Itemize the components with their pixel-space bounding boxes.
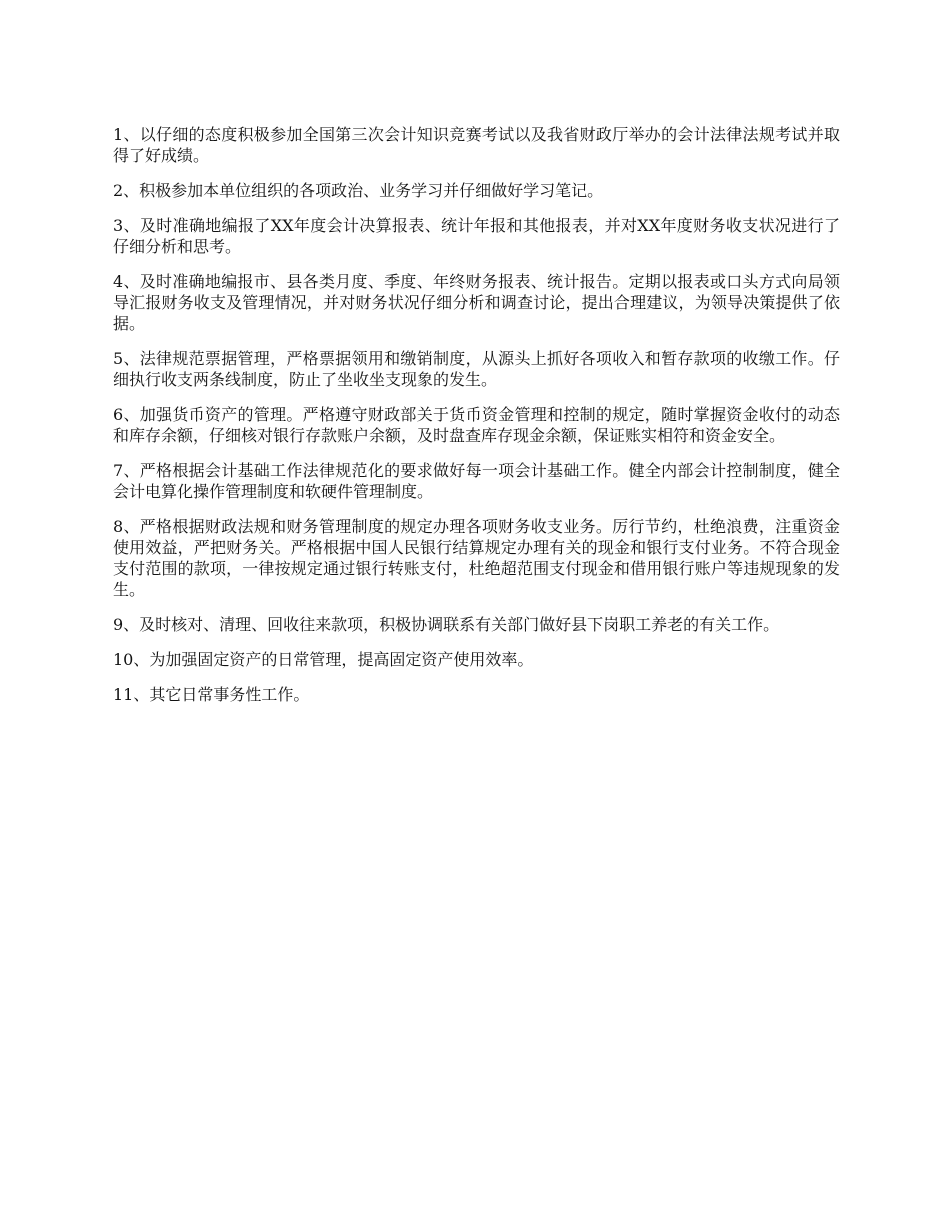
list-item: 9、及时核对、清理、回收往来款项，积极协调联系有关部门做好县下岗职工养老的有关工作。	[113, 615, 780, 634]
list-item: 8、严格根据财政法规和财务管理制度的规定办理各项财务收支业务。厉行节约，杜绝浪费，注重资金使用效益，严把财务关。严格根据中国人民银行结算规定办理有关的现金和银行支付业务。不符合现金支付范围的款项，一律按规定通过银行转账支付，杜绝超范围支付现金和借用银行账户等违规现象的发生。	[113, 517, 840, 599]
list-item: 6、加强货币资产的管理。严格遵守财政部关于货币资金管理和控制的规定，随时掌握资金收付的动态和库存余额，仔细核对银行存款账户余额，及时盘查库存现金余额，保证账实相符和资金安全。	[113, 405, 840, 445]
list-item: 4、及时准确地编报市、县各类月度、季度、年终财务报表、统计报告。定期以报表或口头方式向局领导汇报财务收支及管理情况，并对财务状况仔细分析和调查讨论，提出合理建议，为领导决策提供了依据。	[113, 272, 840, 333]
list-item: 7、严格根据会计基础工作法律规范化的要求做好每一项会计基础工作。健全内部会计控制制度，健全会计电算化操作管理制度和软硬件管理制度。	[113, 461, 840, 501]
list-item: 1、以仔细的态度积极参加全国第三次会计知识竞赛考试以及我省财政厅举办的会计法律法规考试并取得了好成绩。	[113, 125, 840, 165]
list-item: 10、为加强固定资产的日常管理，提高固定资产使用效率。	[113, 650, 534, 669]
list-item: 2、积极参加本单位组织的各项政治、业务学习并仔细做好学习笔记。	[113, 181, 604, 200]
document-body	[113, 124, 840, 719]
list-item: 3、及时准确地编报了XX年度会计决算报表、统计年报和其他报表，并对XX年度财务收支状况进行了仔细分析和思考。	[113, 216, 840, 256]
list-item: 5、法律规范票据管理，严格票据领用和缴销制度，从源头上抓好各项收入和暂存款项的收缴工作。仔细执行收支两条线制度，防止了坐收坐支现象的发生。	[113, 349, 840, 389]
list-item: 11、其它日常事务性工作。	[113, 685, 310, 704]
